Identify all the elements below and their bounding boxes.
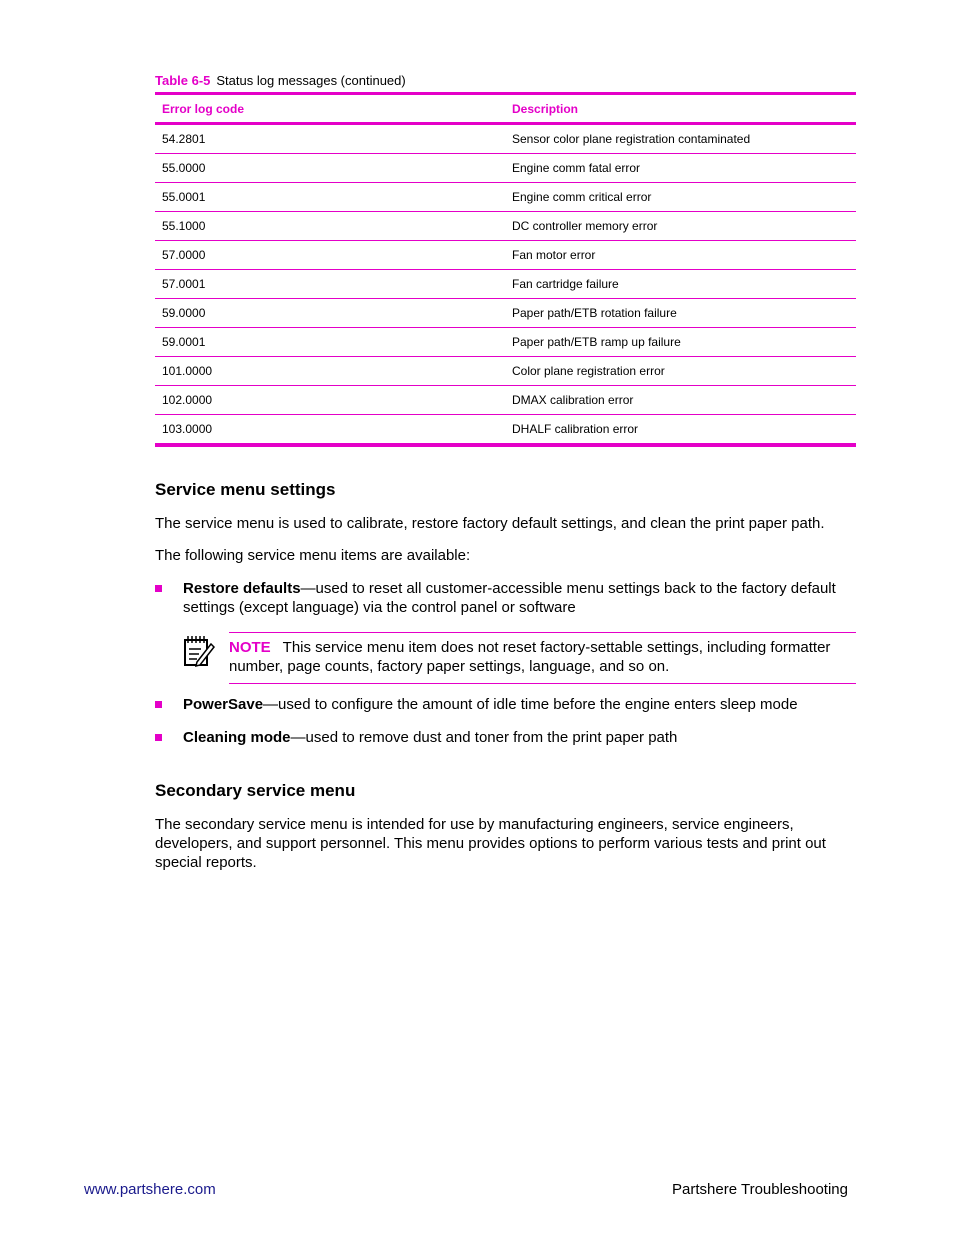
cell-description: Fan motor error — [505, 241, 856, 270]
cell-description: Paper path/ETB ramp up failure — [505, 328, 856, 357]
cell-description: Fan cartridge failure — [505, 270, 856, 299]
item-text: —used to reset all customer-accessible menu settings back to the factory default settings (except language) via the control panel or software — [183, 580, 836, 616]
note-label: NOTE — [229, 639, 271, 656]
list-item-powersave — [155, 695, 855, 714]
table-row — [155, 299, 856, 328]
cell-error-code: 54.2801 — [155, 124, 505, 154]
table-row — [155, 124, 856, 154]
footer-link[interactable]: www.partshere.com — [84, 1181, 216, 1198]
table-row — [155, 154, 856, 183]
item-term: Cleaning mode — [183, 729, 291, 746]
cell-error-code: 55.0000 — [155, 154, 505, 183]
cell-error-code: 59.0001 — [155, 328, 505, 357]
cell-error-code: 59.0000 — [155, 299, 505, 328]
note-text: This service menu item does not reset factory-settable settings, including formatter number, page counts, factory paper settings, language, and so on. — [229, 639, 831, 675]
section-heading-secondary-menu: Secondary service menu — [155, 781, 356, 800]
cell-description: Sensor color plane registration contaminated — [505, 124, 856, 154]
cell-error-code: 101.0000 — [155, 357, 505, 386]
table-row — [155, 328, 856, 357]
footer-title: Partshere Troubleshooting — [672, 1181, 848, 1198]
list-item-restore-defaults — [155, 579, 855, 617]
cell-error-code: 102.0000 — [155, 386, 505, 415]
table-caption — [155, 73, 406, 88]
section-heading-service-menu: Service menu settings — [155, 480, 336, 499]
cell-error-code: 57.0000 — [155, 241, 505, 270]
column-header-description: Description — [512, 101, 579, 116]
table-body — [155, 124, 856, 446]
list-item-cleaning-mode — [155, 728, 855, 747]
bullet-square-icon — [155, 585, 162, 592]
cell-error-code: 55.0001 — [155, 183, 505, 212]
table-row — [155, 357, 856, 386]
table-number: Table 6-5 — [155, 73, 211, 88]
cell-error-code: 55.1000 — [155, 212, 505, 241]
cell-description: Paper path/ETB rotation failure — [505, 299, 856, 328]
note-text-box — [229, 632, 856, 684]
cell-description: DC controller memory error — [505, 212, 856, 241]
cell-description: DHALF calibration error — [505, 415, 856, 446]
table-row — [155, 415, 856, 446]
bullet-square-icon — [155, 734, 162, 741]
secondary-menu-text: The secondary service menu is intended for use by manufacturing engineers, service engineers, developers, and support personnel. This menu provides options to perform various tests and print out special reports. — [155, 816, 826, 871]
cell-error-code: 57.0001 — [155, 270, 505, 299]
status-log-table — [155, 92, 856, 447]
table-caption-text: Status log messages (continued) — [216, 73, 406, 88]
item-term: PowerSave — [183, 696, 264, 713]
table-row — [155, 183, 856, 212]
cell-description: Color plane registration error — [505, 357, 856, 386]
service-menu-intro: The service menu is used to calibrate, restore factory default settings, and clean the print paper path. — [155, 515, 825, 532]
item-text: —used to remove dust and toner from the print paper path — [290, 729, 678, 746]
table-header-row — [155, 94, 856, 124]
item-text: —used to configure the amount of idle time before the engine enters sleep mode — [263, 696, 798, 713]
table-row — [155, 212, 856, 241]
item-term: Restore defaults — [183, 580, 301, 597]
table-row — [155, 241, 856, 270]
service-menu-lead: The following service menu items are available: — [155, 547, 471, 564]
cell-description: Engine comm fatal error — [505, 154, 856, 183]
table-row — [155, 270, 856, 299]
cell-error-code: 103.0000 — [155, 415, 505, 446]
note-pad-icon — [183, 634, 215, 668]
cell-description: Engine comm critical error — [505, 183, 856, 212]
bullet-square-icon — [155, 701, 162, 708]
cell-description: DMAX calibration error — [505, 386, 856, 415]
table-row — [155, 386, 856, 415]
column-header-code: Error log code — [162, 101, 245, 116]
